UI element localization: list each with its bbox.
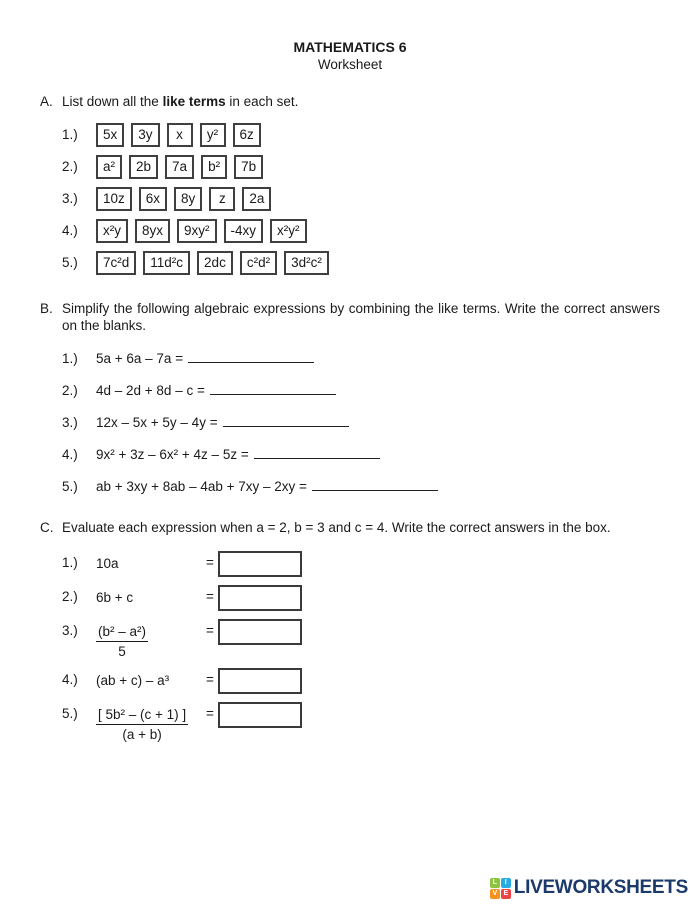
section-a-instruction (62, 93, 660, 110)
fraction (96, 706, 188, 743)
item-number: 3.) (62, 415, 78, 430)
answer-blank[interactable] (312, 477, 438, 491)
term-box: y² (200, 123, 226, 147)
section-a-label: A. (40, 94, 53, 109)
fraction-denominator: (a + b) (122, 727, 162, 742)
term-box: x²y (96, 219, 128, 243)
term-box: 10z (96, 187, 132, 211)
answer-box[interactable] (218, 585, 302, 611)
section-c (40, 519, 660, 743)
term-box: 6x (139, 187, 167, 211)
expression: 9x² + 3z – 6x² + 4z – 5z = (96, 447, 249, 462)
item-number: 2.) (62, 159, 78, 174)
equals-sign: = (206, 555, 214, 570)
term-box: x (167, 123, 193, 147)
liveworksheets-icon (490, 878, 511, 899)
fraction (96, 623, 148, 660)
item-number: 2.) (62, 383, 78, 398)
term-box: 3d²c² (284, 251, 329, 275)
evaluate-row-4 (40, 668, 660, 694)
logo-square-i: I (501, 878, 511, 888)
page-subtitle: Worksheet (317, 57, 383, 72)
item-number: 1.) (62, 127, 78, 142)
logo-square-l: L (490, 878, 500, 888)
answer-box[interactable] (218, 702, 302, 728)
expression-fraction (96, 702, 206, 743)
item-number: 2.) (62, 589, 78, 604)
expression: 6b + c (96, 590, 134, 605)
term-box: 7b (234, 155, 263, 179)
term-set-row-5 (40, 250, 660, 275)
simplify-row-4 (40, 445, 660, 463)
term-box: 2a (242, 187, 271, 211)
answer-blank[interactable] (223, 413, 349, 427)
item-number: 5.) (62, 255, 78, 270)
term-box: 8yx (135, 219, 170, 243)
evaluate-row-2 (40, 585, 660, 611)
term-box: 11d²c (143, 251, 190, 275)
page-title: MATHEMATICS 6 (293, 39, 407, 55)
term-box: 7a (165, 155, 194, 179)
term-box: b² (201, 155, 227, 179)
instruction-text: in each set. (225, 94, 299, 109)
item-number: 1.) (62, 351, 78, 366)
term-box: c²d² (240, 251, 277, 275)
answer-box[interactable] (218, 551, 302, 577)
simplify-row-3 (40, 413, 660, 431)
instruction-text: List down all the (62, 94, 163, 109)
expression: 5a + 6a – 7a = (96, 351, 184, 366)
item-number: 3.) (62, 191, 78, 206)
equals-sign: = (206, 706, 214, 721)
section-b (40, 300, 660, 495)
expression: 10a (96, 556, 119, 571)
expression: ab + 3xy + 8ab – 4ab + 7xy – 2xy = (96, 479, 307, 494)
simplify-row-1 (40, 349, 660, 367)
brand-name: LIVEWORKSHEETS (513, 877, 688, 898)
term-box: 9xy² (177, 219, 217, 243)
expression: (ab + c) – a³ (96, 673, 170, 688)
term-box: 7c²d (96, 251, 136, 275)
term-box: a² (96, 155, 122, 179)
fraction-numerator: (b² – a²) (96, 623, 148, 642)
term-box: 3y (131, 123, 159, 147)
term-box: z (209, 187, 235, 211)
equals-sign: = (206, 589, 214, 604)
term-set (96, 219, 307, 243)
instruction-bold-text: like terms (162, 94, 226, 109)
term-box: -4xy (224, 219, 264, 243)
item-number: 5.) (62, 479, 78, 494)
liveworksheets-logo (490, 877, 688, 899)
term-set (96, 187, 271, 211)
answer-blank[interactable] (210, 381, 336, 395)
term-set-row-2 (40, 154, 660, 179)
item-number: 4.) (62, 223, 78, 238)
term-box: 6z (233, 123, 261, 147)
item-number: 4.) (62, 447, 78, 462)
answer-box[interactable] (218, 619, 302, 645)
logo-square-v: V (490, 889, 500, 899)
expression-fraction (96, 619, 206, 660)
answer-blank[interactable] (188, 349, 314, 363)
simplify-row-5 (40, 477, 660, 495)
section-b-instruction: Simplify the following algebraic expressions by combining the like terms. Write the correct answers on the blanks. (62, 301, 660, 333)
fraction-denominator: 5 (118, 644, 126, 659)
answer-box[interactable] (218, 668, 302, 694)
item-number: 5.) (62, 706, 78, 721)
section-a (40, 93, 660, 275)
item-number: 4.) (62, 672, 78, 687)
expression: 4d – 2d + 8d – c = (96, 383, 205, 398)
evaluate-row-5 (40, 702, 660, 743)
worksheet-header (40, 38, 660, 73)
section-c-label: C. (40, 520, 54, 535)
answer-blank[interactable] (254, 445, 380, 459)
term-set (96, 155, 263, 179)
term-set-row-4 (40, 218, 660, 243)
evaluate-row-1 (40, 551, 660, 577)
term-box: x²y² (270, 219, 307, 243)
section-b-label: B. (40, 301, 53, 316)
evaluate-row-3 (40, 619, 660, 660)
equals-sign: = (206, 623, 214, 638)
equals-sign: = (206, 672, 214, 687)
term-box: 8y (174, 187, 202, 211)
term-set-row-1 (40, 122, 660, 147)
expression: 12x – 5x + 5y – 4y = (96, 415, 218, 430)
logo-square-e: E (501, 889, 511, 899)
section-c-instruction: Evaluate each expression when a = 2, b = 3 and c = 4. Write the correct answers in the box. (62, 520, 611, 535)
item-number: 1.) (62, 555, 78, 570)
term-set (96, 123, 261, 147)
term-set-row-3 (40, 186, 660, 211)
term-box: 2dc (197, 251, 233, 275)
item-number: 3.) (62, 623, 78, 638)
fraction-numerator: [ 5b² – (c + 1) ] (96, 706, 188, 725)
simplify-row-2 (40, 381, 660, 399)
term-box: 2b (129, 155, 158, 179)
term-box: 5x (96, 123, 124, 147)
term-set (96, 251, 329, 275)
